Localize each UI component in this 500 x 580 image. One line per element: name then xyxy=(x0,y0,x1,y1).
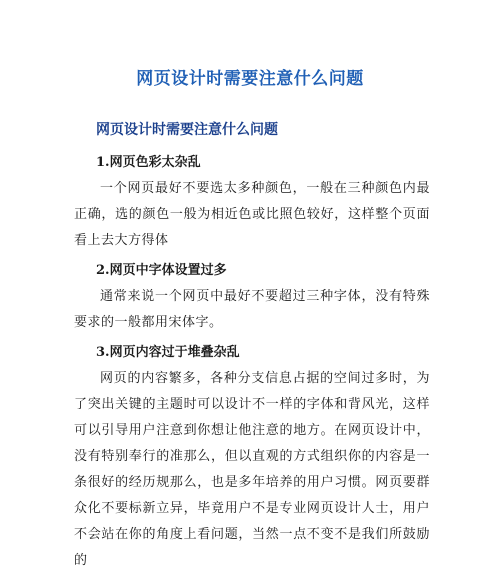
section-3 xyxy=(74,342,430,574)
document-body xyxy=(74,120,430,580)
document-title: 网页设计时需要注意什么问题 xyxy=(136,69,364,89)
section-paragraph: 网页的内容繁多，各种分支信息占据的空间过多时，为了突出关键的主题时可以设计不一样的字体和背风光，这样可以引导用户注意到你想让他注意的地方。在网页设计中，没有特别奉行的准那么，但以直观的方式组织你的内容是一条很好的经历规那么，也是多年培养的用户习惯。网页要群众化不要标新立异，毕竟用户不是专业网页设计人士，用户不会站在你的角度上看问题，当然一点不变不是我们所鼓励的 xyxy=(74,371,430,568)
section-heading: 3.网页内容过于堆叠杂乱 xyxy=(96,345,240,360)
section-1 xyxy=(74,152,430,254)
section-paragraph: 通常来说一个网页中最好不要超过三种字体，没有特殊要求的一般都用宋体字。 xyxy=(74,289,430,330)
document-subtitle: 网页设计时需要注意什么问题 xyxy=(96,122,278,138)
section-paragraph: 一个网页最好不要选太多种颜色，一般在三种颜色内最正确，选的颜色一般为相近色或比照色较好，这样整个页面看上去大方得体 xyxy=(74,181,430,248)
section-heading: 2.网页中字体设置过多 xyxy=(96,263,227,278)
section-heading: 1.网页色彩太杂乱 xyxy=(96,155,201,170)
section-2 xyxy=(74,260,430,336)
